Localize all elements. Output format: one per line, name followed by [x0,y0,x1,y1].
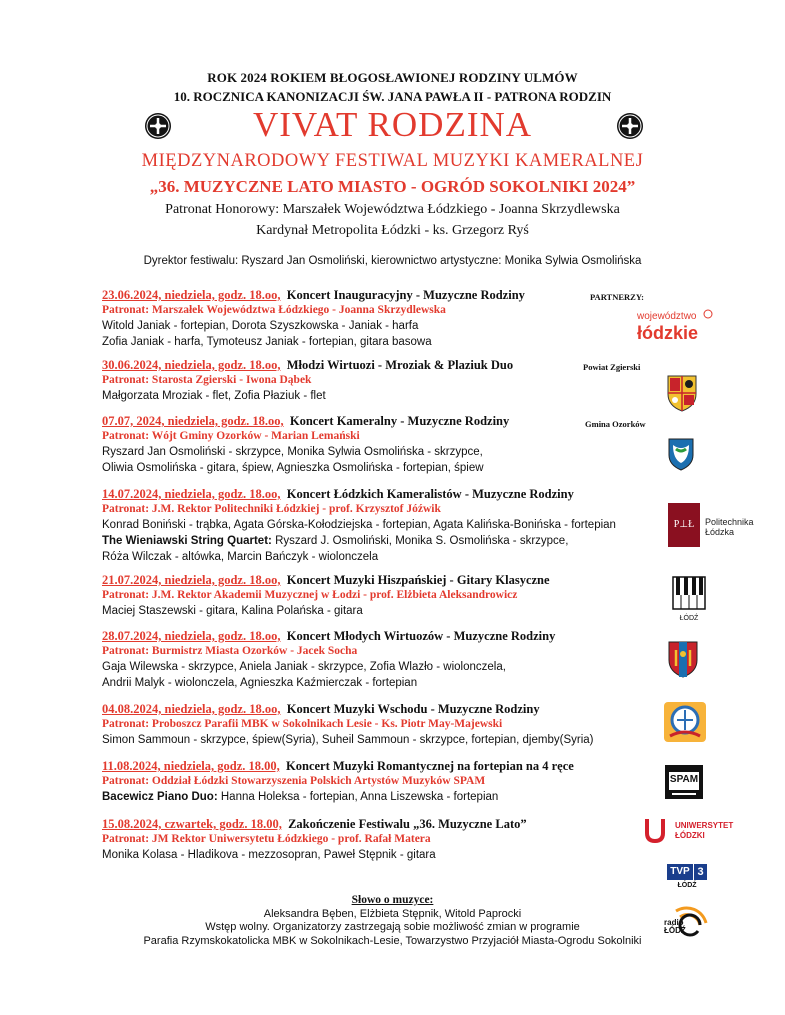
event-patron: Patronat: JM Rektor Uniwersytetu Łódzkiego - prof. Rafał Matera [102,833,431,845]
event-patron: Patronat: Proboszcz Parafii MBK w Sokolnikach Lesie - Ks. Piotr May-Majewski [102,718,503,730]
piano-keys-icon [672,576,706,610]
event-title: Koncert Muzyki Wschodu - Muzyczne Rodziny [286,702,540,716]
event-5 [102,573,662,619]
event-performers: Simon Sammoun - skrzypce, śpiew(Syria), Suheil Sammoun - skrzypce, fortepian, djemby(Syria) [102,734,594,746]
page-title: VIVAT RODZINA [252,105,533,144]
event-date: 07.07, 2024, niedziela, godz. 18.oo, [102,414,284,428]
akademia-muzyczna-logo [672,576,706,622]
event-performers: Maciej Staszewski - gitara, Kalina Polańska - gitara [102,605,363,617]
gmina-ozorkow-coat-of-arms-icon [667,437,695,476]
uniwersytet-lodzki-logo [641,813,741,851]
radio-text-1: radio [664,918,684,927]
quartet-members: Ryszard J. Osmoliński, Monika S. Osmolińska - skrzypce, [271,535,569,547]
footer-heading: Słowo o muzyce: [351,894,434,906]
event-patron: Patronat: Wójt Gminy Ozorków - Marian Lemański [102,430,360,442]
event-6 [102,629,662,691]
event-date: 30.06.2024, niedziela, godz. 18.oo, [102,358,281,372]
powiat-label: Powiat Zgierski [583,362,641,372]
footer-line-1: Aleksandra Bęben, Elżbieta Stępnik, Witold Paprocki [263,907,522,920]
event-date: 21.07.2024, niedziela, godz. 18.oo, [102,573,281,587]
event-performers: Zofia Janiak - harfa, Tymoteusz Janiak - fortepian, gitara basowa [102,336,432,348]
circle-mark-icon [703,309,713,319]
event-title: Koncert Kameralny - Muzyczne Rodziny [289,414,510,428]
honorary-patronage-2: Kardynał Metropolita Łódzki - ks. Grzegorz Ryś [256,223,529,238]
event-title: Młodzi Wirtuozi - Mroziak & Plaziuk Duo [286,358,514,372]
powiat-zgierski-coat-of-arms-icon [666,374,698,417]
festival-name: MIĘDZYNARODOWY FESTIWAL MUZYKI KAMERALNEJ [141,151,644,171]
event-title: Koncert Młodych Wirtuozów - Muzyczne Rodziny [286,629,556,643]
festival-director: Dyrektor festiwalu: Ryszard Jan Osmoliński, kierownictwo artystyczne: Monika Sylwia Osmolińska [143,255,642,267]
event-performers [102,533,662,549]
event-performers [102,789,662,805]
footer-line-2: Wstęp wolny. Organizatorzy zastrzegają sobie możliwość zmian w programie [205,921,580,933]
event-patron: Patronat: Oddział Łódzki Stowarzyszenia Polskich Artystów Muzyków SPAM [102,775,486,787]
event-date: 11.08.2024, niedziela, godz. 18.00, [102,759,280,773]
footer-line-3: Parafia Rzymskokatolicka MBK w Sokolnikach-Lesie, Towarzystwo Przyjaciół Miasta-Ogrodu Sokolniki [143,934,642,947]
event-performers: Gaja Wilewska - skrzypce, Aniela Janiak - skrzypce, Zofia Wlazło - wiolonczela, [102,661,506,673]
event-patron: Patronat: Starosta Zgierski - Iwona Dąbek [102,374,312,386]
parafia-mbk-logo-icon [662,700,708,749]
ul-text-1: UNIWERSYTET [675,821,734,830]
wojewodztwo-lodzkie-logo [637,309,717,349]
event-patron: Patronat: J.M. Rektor Akademii Muzycznej w Łodzi - prof. Elżbieta Aleksandrowicz [102,589,518,601]
event-patron: Patronat: Burmistrz Miasta Ozorków - Jacek Socha [102,645,358,657]
event-patron: Patronat: Marszałek Województwa Łódzkiego - Joanna Skrzydlewska [102,304,446,316]
event-title: Koncert Muzyki Hiszpańskiej - Gitary Klasyczne [286,573,550,587]
ul-mark-icon [643,815,667,845]
event-title: Koncert Inauguracyjny - Muzyczne Rodziny [286,288,525,302]
event-2 [102,358,662,404]
quartet-name: The Wieniawski String Quartet: [102,535,272,547]
header-line-1: ROK 2024 ROKIEM BŁOGOSŁAWIONEJ RODZINY ULMÓW [207,70,578,85]
event-performers: Andrii Malyk - wiolonczela, Agnieszka Kaźmierczak - fortepian [102,677,418,689]
festival-edition: „36. MUZYCZNE LATO MIASTO - OGRÓD SOKOLNIKI 2024” [149,177,636,196]
event-performers: Ryszard Jan Osmoliński - skrzypce, Monika Sylwia Osmolińska - skrzypce, [102,446,483,458]
duo-members: Hanna Holeksa - fortepian, Anna Liszewska - fortepian [217,791,499,803]
event-9 [102,817,662,863]
partners-label: PARTNERZY: [590,292,645,302]
event-date: 28.07.2024, niedziela, godz. 18.oo, [102,629,281,643]
header-line-2: 10. ROCZNICA KANONIZACJI ŚW. JANA PAWŁA II - PATRONA RODZIN [173,89,612,104]
miasto-ozorkow-coat-of-arms-icon [667,640,699,683]
politechnika-monogram: P⊥Ł [668,503,700,547]
event-date: 23.06.2024, niedziela, godz. 18.oo, [102,288,281,302]
event-7 [102,702,662,748]
lodzkie-text: łódzkie [637,323,699,343]
wojewodztwo-text: województwo [637,311,697,322]
event-title: Koncert Muzyki Romantycznej na fortepian na 4 ręce [286,759,574,773]
event-3 [102,414,662,476]
honorary-patronage-1: Patronat Honorowy: Marszałek Województwa Łódzkiego - Joanna Skrzydlewska [165,202,620,217]
radio-text-2: ŁÓDŹ [664,926,686,935]
politechnika-text-2: Łódzka [705,527,735,537]
event-performers: Oliwia Osmolińska - gitara, śpiew, Agnieszka Osmolińska - fortepian, śpiew [102,462,484,474]
ul-text-2: ŁÓDZKI [675,831,705,840]
event-date: 14.07.2024, niedziela, godz. 18.oo, [102,487,281,501]
event-title: Zakończenie Festiwalu „36. Muzyczne Lato” [288,817,527,831]
event-title: Koncert Łódzkich Kameralistów - Muzyczne Rodziny [286,487,574,501]
event-performers: Róża Wilczak - altówka, Marcin Bańczyk - wiolonczela [102,551,379,563]
gmina-label: Gmina Ozorków [585,419,646,429]
event-performers: Witold Janiak - fortepian, Dorota Szyszkowska - Janiak - harfa [102,320,419,332]
spam-text: SPAM [669,774,699,785]
spam-logo [664,764,704,800]
event-performers: Monika Kolasa - Hladikova - mezzosopran, Paweł Stępnik - gitara [102,849,436,861]
akademia-city: ŁÓDŹ [679,615,699,622]
politechnika-lodzka-logo [668,503,758,547]
event-performers: Konrad Boniński - trąbka, Agata Górska-Kołodziejska - fortepian, Agata Kalińska-Bonińska - fortepian [102,519,616,531]
duo-name: Bacewicz Piano Duo: [102,791,218,803]
event-date: 04.08.2024, niedziela, godz. 18.oo, [102,702,281,716]
event-date: 15.08.2024, czwartek, godz. 18.00, [102,817,282,831]
event-4 [102,487,662,565]
footer [0,894,785,948]
event-8 [102,759,662,805]
event-1 [102,288,662,350]
event-performers: Małgorzata Mroziak - flet, Zofia Płaziuk - flet [102,390,326,402]
tvp-text: TVP [667,864,693,880]
politechnika-text-1: Politechnika [705,517,754,527]
tvp3-lodz-logo [667,864,707,894]
event-patron: Patronat: J.M. Rektor Politechniki Łódzkiej - prof. Krzysztof Jóźwik [102,503,441,515]
tvp-city: ŁÓDŹ [677,882,697,889]
tvp-number: 3 [694,864,707,880]
